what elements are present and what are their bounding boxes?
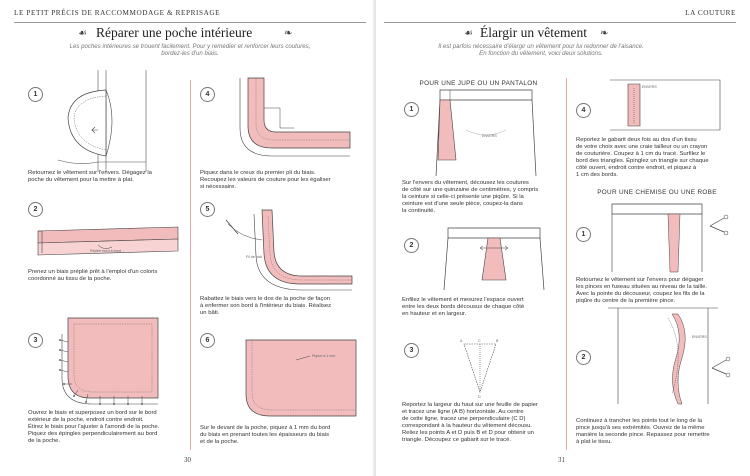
ornament-right-icon: ❧: [284, 28, 293, 39]
step-badge-3: 3: [28, 333, 43, 348]
jupe-illustration-2: [444, 228, 544, 290]
jupe-step-badge-1: 1: [404, 102, 419, 117]
section-heading-jupe: POUR UNE JUPE OU UN PANTALON: [419, 80, 538, 87]
illustration-step-5: [222, 210, 352, 290]
fold-label: Replier bord à bord: [90, 249, 121, 253]
jupe-step-badge-4: 4: [576, 103, 591, 118]
chemise-illustration-2: [608, 308, 738, 404]
step-caption-4: Piquez dans le creux du premier pli du biais. Recoupez les valeurs de couture pour les égaliser si nécessaire.: [200, 170, 331, 190]
point-a-label: A: [460, 339, 463, 343]
chemise-step-caption-1: Retournez le vêtement sur l'envers pour dégager les pinces en fuseau situées au niveau de la taille. Avec la pointe du découseur, coupez les fils de la piqûre du centre de la première pince.: [576, 277, 707, 304]
illustration-step-1: [58, 70, 168, 172]
illustration-step-2: [38, 225, 178, 257]
envers-label: ENVERS: [692, 335, 707, 339]
ornament-left-icon: ☙: [78, 28, 87, 39]
jupe-illustration-1: [436, 90, 536, 176]
point-b-label: B: [496, 339, 499, 343]
page-number-left: 30: [184, 456, 191, 464]
subtitle-left: Les poches intérieures se trouent facilement. Pour y remédier et renforcer leurs coutures, bordez-les d'un biais.: [69, 43, 311, 58]
jupe-step-badge-2: 2: [404, 238, 419, 253]
illustration-step-4: [236, 78, 350, 156]
jupe-step-caption-1: Sur l'envers du vêtement, décousez les coutures de côté sur une quinzaine de centimètres, y compris la ceinture si celle-ci présente une piqûre. Si la ceinture est d'une seule pièce, coupez-la dans la continuité.: [402, 180, 539, 214]
jupe-step-badge-3: 3: [404, 343, 419, 358]
step-caption-2: Prenez un biais préplié prêt à l'emploi d'un coloris coordonné au tissu de la poche.: [28, 269, 158, 282]
step-badge-2: 2: [28, 202, 43, 217]
subtitle-right: Il est parfois nécessaire d'élargir un vêtement pour lui redonner de l'aisance. En fonction du vêtement, voici deux solutions.: [438, 43, 644, 58]
right-page: [376, 0, 750, 476]
jupe-illustration-4: [610, 80, 720, 130]
step-badge-6: 6: [200, 333, 215, 348]
envers-label: ENVERS: [482, 134, 497, 138]
page-title-left: Réparer une poche intérieure: [96, 25, 253, 40]
point-c-label: C: [478, 339, 481, 343]
running-header-left: LE PETIT PRÉCIS DE RACCOMMODAGE & REPRISAGE: [14, 9, 221, 17]
jupe-step-caption-3: Reportez la largeur du haut sur une feuille de papier et tracez une ligne (A B) horizontale. Au centre de cette ligne, tracez une perpendiculaire (C D) correspondant à la hauteur du vêtement décousu. Reliez les points A et D puis B et D pour obtenir un triangle. Découpez ce gabarit sur le tracé.: [402, 402, 538, 443]
header-rule: [14, 22, 366, 23]
jupe-illustration-3: [460, 338, 500, 398]
step-caption-3: Ouvrez le biais et superposez un bord sur le bord extérieur de la poche, endroit contre endroit. Étirez le biais pour l'ajuster à l'arrondi de la poche. Piquez des épingles perpendiculairement au bord de la poche.: [28, 410, 160, 444]
step-badge-5: 5: [200, 202, 215, 217]
chemise-step-badge-1: 1: [576, 227, 591, 242]
step-caption-6: Sur le devant de la poche, piquez à 1 mm du bord du biais en prenant toutes les épaisseurs du biais et de la poche.: [200, 425, 331, 445]
jupe-step-caption-2: Enfilez le vêtement et mesurez l'espace ouvert entre les deux bords décousus de chaque côté en hauteur et en largeur.: [402, 297, 525, 317]
header-rule: [384, 22, 736, 23]
chemise-step-caption-2: Continuez à trancher les points tout le long de la pince jusqu'à ses extrémités. Ouvrez de la même manière la seconde pince. Repassez pour remettre à plat le tissu.: [576, 418, 710, 445]
step-badge-4: 4: [200, 87, 215, 102]
baste-label: Fil de bâti: [246, 255, 262, 259]
running-header-right: LA COUTURE: [685, 9, 736, 17]
jupe-step-caption-4: Reportez le gabarit deux fois au dos d'un tissu de votre choix avec une craie tailleur ou un crayon de couturière. Coupez à 1 cm du tracé. Surfilez le bord des triangles. Épinglez un triangle sur chaque côté ouvert, endroit contre endroit, et piquez à 1 cm des bords.: [576, 137, 709, 178]
section-heading-chemise: POUR UNE CHEMISE OU UNE ROBE: [597, 189, 717, 196]
point-d-label: D: [478, 395, 481, 399]
illustration-step-3: [58, 314, 170, 404]
step-caption-1: Retournez le vêtement sur l'envers. Dégagez la poche du vêtement pour la mettre à plat.: [28, 170, 152, 183]
chemise-step-badge-2: 2: [576, 350, 591, 365]
chemise-illustration-1: [606, 200, 736, 272]
ornament-right-icon: ❧: [600, 28, 609, 39]
envers-label: ENVERS: [642, 85, 657, 89]
column-divider: [566, 78, 567, 450]
column-divider: [190, 80, 191, 450]
stitch-label: Piquer à 1 mm: [312, 354, 336, 358]
page-number-right: 31: [558, 456, 565, 464]
step-caption-5: Rabattez le biais vers le dos de la poche de façon à enfermer son bord à l'intérieur du biais. Réalisez un bâti.: [200, 296, 332, 316]
ornament-left-icon: ☙: [464, 28, 473, 39]
step-badge-1: 1: [28, 87, 43, 102]
illustration-step-6: [236, 336, 356, 420]
left-page: [0, 0, 374, 476]
page-title-right: Élargir un vêtement: [480, 25, 587, 40]
